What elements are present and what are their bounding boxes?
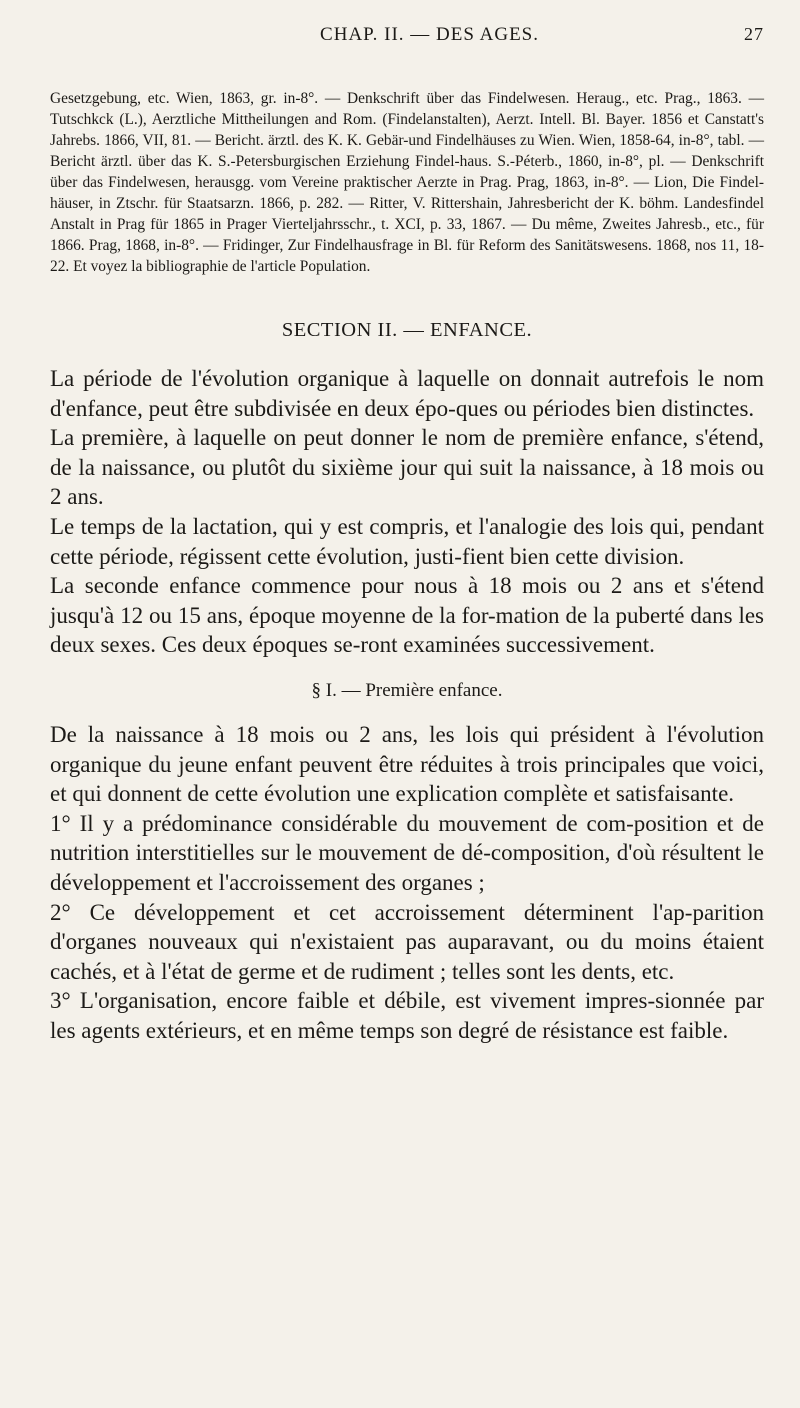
subsection-body <box>50 720 764 1046</box>
paragraph: 3° L'organisation, encore faible et débile, est vivement impres-sionnée par les agents extérieurs, et en même temps son degré de résistance est faible. <box>50 988 764 1043</box>
paragraph: De la naissance à 18 mois ou 2 ans, les lois qui président à l'évolution organique du jeune enfant peuvent être réduites à trois principales que voici, et qui donnent de cette évolution une explication complète et satisfaisante. <box>50 721 764 807</box>
book-page <box>50 24 764 1045</box>
running-head <box>50 24 764 64</box>
section-body <box>50 364 764 660</box>
bibliography-text: Gesetzgebung, etc. Wien, 1863, gr. in-8°. — Denkschrift über das Findelwesen. Heraug., etc. Prag., 1863. — Tutschkck (L.), Aerztliche Mittheilungen and Rom. (Findelanstalten), Aerzt. Intell. Bl. Bayer. 1856 et Canstatt's Jahrebs. 1866, VII, 81. — Bericht. ärztl. des K. K. Gebär-und Findelhäuses zu Wien. Wien, 1858-64, in-8°, tabl. — Bericht ärztl. über das K. S.-Petersburgischen Erziehung Findel-haus. S.-Péterb., 1860, in-8°, pl. — Denkschrift über das Findelwesen, herausgg. vom Vereine praktischer Aerzte in Prag. Prag, 1863, in-8°. — Lion, Die Findel-häuser, in Ztschr. für Staatsarzn. 1866, p. 282. — Ritter, V. Rittershain, Jahresbericht der K. böhm. Landesfindel Anstalt in Prag für 1865 in Prager Vierteljahrsschr., t. XCI, p. 33, 1867. — Du même, Zweites Jahresb., etc., für 1866. Prag, 1868, in-8°. — Fridinger, Zur Findelhausfrage in Bl. für Reform des Sanitätswesens. 1868, nos 11, 18-22. Et voyez la bibliographie de l'article Population. <box>50 90 764 275</box>
paragraph: 1° Il y a prédominance considérable du mouvement de com-position et de nutrition interstitielles sur le mouvement de dé-composition, d'où résultent le développement et l'accroissement des organes ; <box>50 810 764 895</box>
paragraph: La première, à laquelle on peut donner le nom de première enfance, s'étend, de la naissance, ou plutôt du sixième jour qui suit la naissance, à 18 mois ou 2 ans. <box>50 425 764 510</box>
bibliography-notes <box>50 88 764 277</box>
subsection-heading: § I. — Première enfance. <box>311 679 503 701</box>
paragraph: 2° Ce développement et cet accroissement déterminent l'ap-parition d'organes nouveaux qui n'existaient pas auparavant, ou du moins étaient cachés, et à l'état de germe et de rudiment ; telles sont les dents, etc. <box>50 899 764 984</box>
section-heading: SECTION II. — ENFANCE. <box>281 319 533 341</box>
page-number: 27 <box>744 24 764 44</box>
paragraph: Le temps de la lactation, qui y est compris, et l'analogie des lois qui, pendant cette période, régissent cette évolution, justi-fient bien cette division. <box>50 513 764 569</box>
chapter-title: CHAP. II. — DES AGES. <box>320 24 539 45</box>
paragraph: La période de l'évolution organique à laquelle on donnait autrefois le nom d'enfance, peut être subdivisée en deux épo-ques ou périodes bien distinctes. <box>50 366 764 421</box>
paragraph: La seconde enfance commence pour nous à 18 mois ou 2 ans et s'étend jusqu'à 12 ou 15 ans, époque moyenne de la for-mation de la puberté dans les deux sexes. Ces deux époques se-ront examinées successivement. <box>50 573 764 658</box>
